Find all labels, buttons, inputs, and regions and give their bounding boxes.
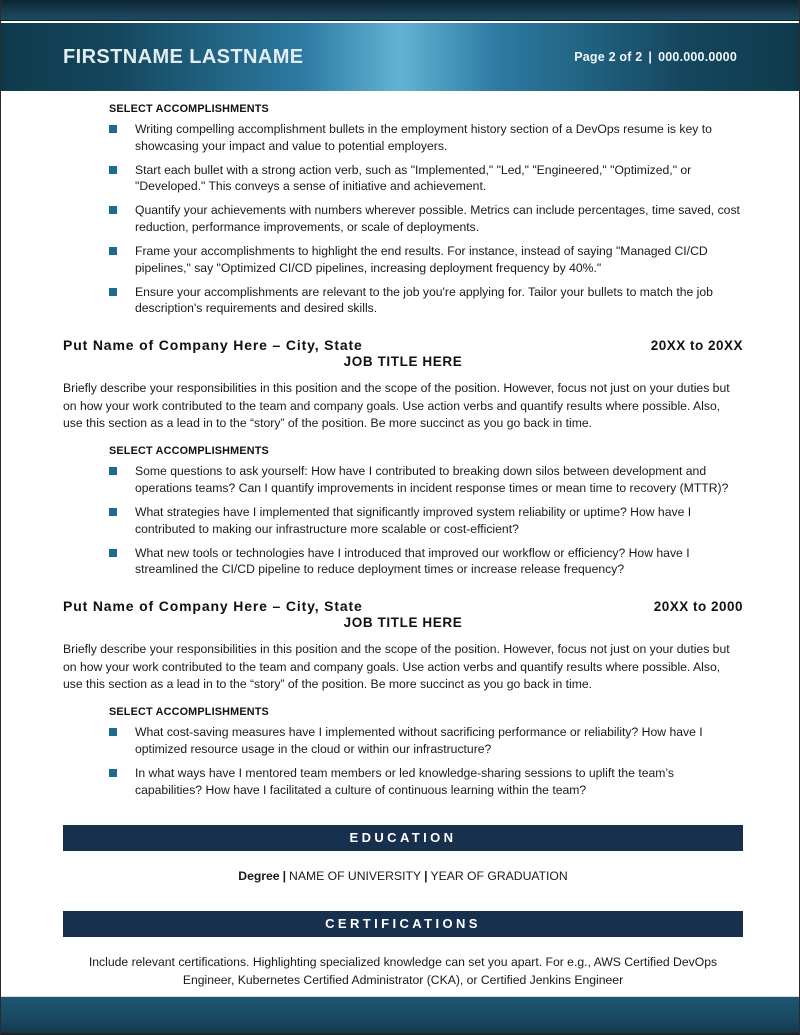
- list-item-text: Start each bullet with a strong action verb, such as "Implemented," "Led," "Engineered," "Optimized," or "Developed." This conveys a sense of initiative and achievement.: [135, 162, 692, 194]
- degree-label: Degree: [238, 868, 280, 883]
- list-item: [109, 243, 743, 277]
- square-bullet-icon: [109, 247, 117, 255]
- list-item-text: What strategies have I implemented that significantly improved system reliability or uptime? How have I contributed to making our infrastructure more scalable or cost-efficient?: [135, 504, 692, 536]
- list-item: [109, 202, 743, 236]
- accomplishments-list: [109, 463, 743, 578]
- job-entry: [63, 337, 743, 578]
- header-meta: [574, 50, 737, 64]
- list-item-text: What new tools or technologies have I introduced that improved our workflow or efficiency? How have I streamlined the CI/CD pipeline to reduce deployment times or increase release frequency?: [135, 545, 690, 577]
- footer-decorative-band: [1, 996, 799, 1035]
- education-separator-1: |: [282, 868, 287, 883]
- list-item: [109, 545, 743, 579]
- job-title: JOB TITLE HERE: [343, 615, 463, 631]
- square-bullet-icon: [109, 288, 117, 296]
- candidate-name: FIRSTNAME LASTNAME: [63, 45, 304, 68]
- accomplishments-heading: SELECT ACCOMPLISHMENTS: [109, 103, 269, 115]
- square-bullet-icon: [109, 125, 117, 133]
- list-item-text: Some questions to ask yourself: How have I contributed to breaking down silos between development and operations teams? Can I quantify improvements in incident response times or mean time to recovery (MTTR)?: [135, 464, 729, 496]
- list-item-text: Quantify your achievements with numbers wherever possible. Metrics can include percentages, time saved, cost reduction, performance improvements, or scale of deployments.: [135, 203, 740, 235]
- list-item-text: Writing compelling accomplishment bullets in the employment history section of a DevOps resume is key to showcasing your impact and value to potential employers.: [135, 122, 712, 153]
- job-description: Briefly describe your responsibilities in this position and the scope of the position. However, focus not just on your duties but on how your work contributed to the team and company goals. Use action verbs and quantify results where possible. Also, use this section as a lead in to the “story” of the position. Be more succinct as you go back in time.: [63, 381, 730, 430]
- job-description: Briefly describe your responsibilities in this position and the scope of the position. However, focus not just on your duties but on how your work contributed to the team and company goals. Use action verbs and quantify results where possible. Also, use this section as a lead in to the “story” of the position. Be more succinct as you go back in time.: [63, 642, 730, 691]
- square-bullet-icon: [109, 508, 117, 516]
- job-header: [63, 598, 743, 614]
- education-separator-2: |: [424, 868, 428, 883]
- job-accomplishments-section: [63, 706, 743, 798]
- phone-number: 000.000.0000: [658, 50, 737, 64]
- resume-content: [1, 103, 799, 987]
- square-bullet-icon: [109, 166, 117, 174]
- top-decorative-strip: [1, 0, 799, 21]
- intro-accomplishments-section: [63, 103, 743, 317]
- employment-dates: 20XX to 2000: [653, 599, 743, 615]
- job-entry: [63, 598, 743, 798]
- accomplishments-heading: SELECT ACCOMPLISHMENTS: [109, 445, 269, 458]
- list-item-text: In what ways have I mentored team members or led knowledge-sharing sessions to uplift the team’s capabilities? How have I facilitated a culture of continuous learning within the team?: [135, 765, 674, 797]
- certifications-section-heading: CERTIFICATIONS: [63, 911, 743, 937]
- square-bullet-icon: [109, 769, 117, 777]
- certifications-body: Include relevant certifications. Highlighting specialized knowledge can set you apart. For e.g., AWS Certified DevOps Engineer, Kubernetes Certified Administrator (CKA), or Certified Jenkins Engineer: [88, 955, 718, 987]
- list-item: [109, 284, 743, 318]
- company-name: Put Name of Company Here – City, State: [63, 337, 363, 354]
- list-item: [109, 504, 743, 538]
- list-item: [109, 724, 743, 758]
- list-item-text: Frame your accomplishments to highlight the end results. For instance, instead of saying "Managed CI/CD pipelines," say "Optimized CI/CD pipelines, increasing deployment frequency by 40%.": [135, 243, 708, 275]
- square-bullet-icon: [109, 549, 117, 557]
- job-title: JOB TITLE HERE: [343, 354, 463, 370]
- square-bullet-icon: [109, 728, 117, 736]
- company-name: Put Name of Company Here – City, State: [63, 598, 363, 615]
- education-details: [63, 868, 743, 886]
- page-header: [1, 23, 799, 91]
- list-item: [109, 765, 743, 799]
- page-number-label: Page 2 of 2: [574, 50, 643, 64]
- list-item-text: Ensure your accomplishments are relevant to the job you're applying for. Tailor your bullets to match the job description's requirements and desired skills.: [135, 284, 713, 316]
- job-accomplishments-section: [63, 445, 743, 578]
- list-item: [109, 162, 743, 196]
- education-section-heading: EDUCATION: [63, 825, 743, 851]
- accomplishments-list: [109, 121, 743, 317]
- header-separator: |: [648, 50, 653, 64]
- accomplishments-list: [109, 724, 743, 798]
- graduation-year: YEAR OF GRADUATION: [430, 868, 568, 883]
- job-header: [63, 337, 743, 353]
- list-item-text: What cost-saving measures have I implemented without sacrificing performance or reliability? How have I optimized resource usage in the cloud or within our infrastructure?: [135, 725, 703, 757]
- university-name: NAME OF UNIVERSITY: [289, 868, 422, 883]
- list-item: [109, 463, 743, 497]
- square-bullet-icon: [109, 467, 117, 475]
- square-bullet-icon: [109, 206, 117, 214]
- list-item: [109, 121, 743, 155]
- employment-dates: 20XX to 20XX: [650, 338, 743, 354]
- accomplishments-heading: SELECT ACCOMPLISHMENTS: [109, 706, 269, 719]
